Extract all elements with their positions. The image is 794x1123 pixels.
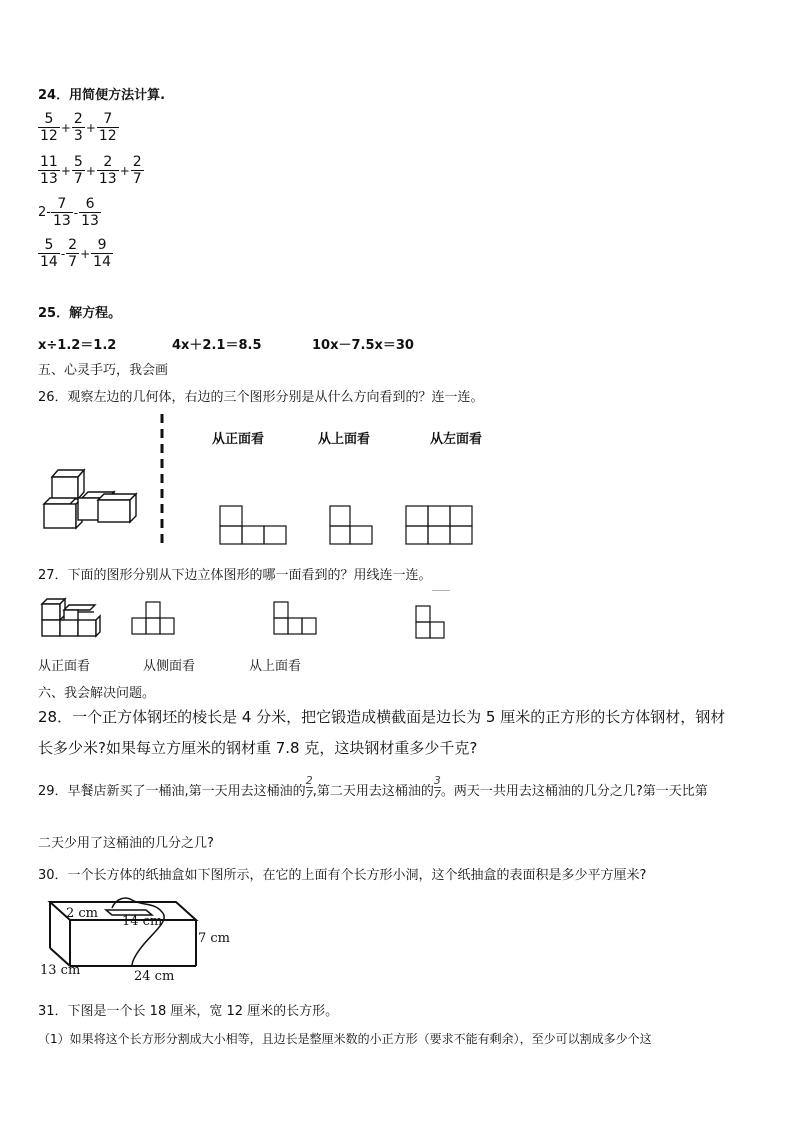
fraction: $\frac{7}{13}$ bbox=[52, 196, 71, 229]
fraction: $\frac{2}{7}$ bbox=[68, 237, 78, 270]
q25-title: 25．解方程。 bbox=[38, 306, 122, 321]
q25-equation-2: 4x＋2.1＝8.5 bbox=[172, 338, 262, 353]
section-6-heading: 六、我会解决问题。 bbox=[38, 686, 156, 701]
cube-solid-2 bbox=[42, 599, 100, 636]
tissue-box-figure bbox=[36, 892, 246, 988]
q27-title: 27．下面的图形分别从下边立体图形的哪一面看到的？用线连一连。 bbox=[38, 568, 432, 583]
view-top-shape bbox=[330, 506, 372, 544]
q31-title: 31．下图是一个长 18 厘米，宽 12 厘米的长方形。 bbox=[38, 1004, 339, 1019]
cube-solid bbox=[44, 470, 136, 528]
shape-b bbox=[274, 602, 316, 634]
q25-equation-3: 10x－7.5x＝30 bbox=[312, 338, 414, 353]
q31-sub-1: （1）如果将这个长方形分割成大小相等，且边长是整厘米数的小正方形（要求不能有剩余），至少可以割成多少个这 bbox=[38, 1032, 652, 1046]
fraction: $\frac{5}{12}$ bbox=[40, 111, 58, 144]
fraction: 3 7 bbox=[433, 774, 441, 801]
fraction: $\frac{5}{7}$ bbox=[73, 154, 83, 187]
fraction: $\frac{2}{3}$ bbox=[73, 111, 83, 144]
q28-line-1: 28．一个正方体钢坯的棱长是 4 分米，把它锻造成横截面是边长为 5 厘米的正方形的长方体钢材，钢材 bbox=[38, 708, 726, 726]
q24-expr-3: 2- $\frac{7}{13}$ - $\frac{6}{13}$ bbox=[38, 196, 99, 229]
q29-line-1: 29．早餐店新买了一桶油,第一天用去这桶油的 2 7 ,第二天用去这桶油的 3 7 。两天一共用去这桶油的几分之几?第一天比第 bbox=[38, 774, 708, 801]
q24-expr-1: $\frac{5}{12}$ + $\frac{2}{3}$ + $\frac{7}{12}$ bbox=[40, 111, 117, 144]
fraction: $\frac{2}{13}$ bbox=[98, 154, 117, 187]
fraction: $\frac{7}{12}$ bbox=[98, 111, 117, 144]
fraction: $\frac{9}{14}$ bbox=[93, 237, 111, 270]
fraction: $\frac{11}{13}$ bbox=[40, 154, 58, 187]
q26-label-front: 从正面看 bbox=[212, 432, 265, 447]
fraction: $\frac{6}{13}$ bbox=[81, 196, 99, 229]
shape-a bbox=[132, 602, 174, 634]
dim-14cm: 14 cm bbox=[122, 914, 163, 929]
fraction: 2 7 bbox=[305, 774, 313, 801]
fraction: $\frac{2}{7}$ bbox=[132, 154, 142, 187]
section-5-heading: 五、心灵手巧，我会画 bbox=[38, 363, 169, 378]
shape-c bbox=[416, 606, 444, 638]
dim-24cm: 24 cm bbox=[134, 969, 175, 984]
q24-expr-4: $\frac{5}{14}$ - $\frac{2}{7}$ + $\frac{9}{14}$ bbox=[40, 237, 111, 270]
q27-label-front: 从正面看 bbox=[38, 659, 91, 674]
q28-line-2: 长多少米?如果每立方厘米的钢材重 7.8 克，这块钢材重多少千克? bbox=[38, 739, 478, 757]
fraction: $\frac{5}{14}$ bbox=[40, 237, 58, 270]
q30-title: 30．一个长方体的纸抽盒如下图所示，在它的上面有个长方形小洞，这个纸抽盒的表面积是多少平方厘米? bbox=[38, 868, 647, 883]
q26-title: 26．观察左边的几何体，右边的三个图形分别是从什么方向看到的？连一连。 bbox=[38, 390, 484, 405]
q27-label-top: 从上面看 bbox=[249, 659, 302, 674]
q26-label-left: 从左面看 bbox=[430, 432, 483, 447]
view-left-shape bbox=[406, 506, 472, 544]
dim-2cm: 2 cm bbox=[66, 906, 99, 921]
dim-7cm: 7 cm bbox=[198, 931, 231, 946]
view-front-shape bbox=[220, 506, 286, 544]
q24-expr-2: $\frac{11}{13}$ + $\frac{5}{7}$ + $\frac{2}{13}$ + $\frac{2}{7}$ bbox=[40, 154, 142, 187]
q27-label-side: 从侧面看 bbox=[143, 659, 196, 674]
q25-equation-1: x÷1.2＝1.2 bbox=[38, 338, 117, 353]
q29-line-2: 二天少用了这桶油的几分之几? bbox=[38, 836, 214, 851]
dim-13cm: 13 cm bbox=[40, 963, 81, 978]
q26-label-top: 从上面看 bbox=[318, 432, 371, 447]
q24-title: 24．用简便方法计算. bbox=[38, 88, 166, 103]
q27-figure bbox=[38, 590, 458, 644]
